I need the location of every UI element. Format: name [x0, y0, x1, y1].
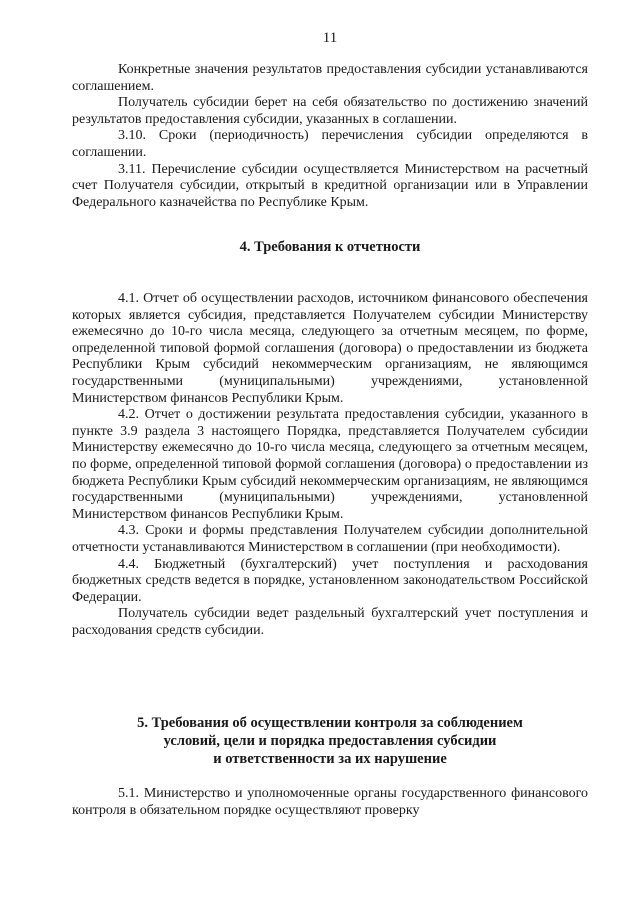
section-4-heading [72, 238, 588, 256]
page-number: 11 [322, 30, 338, 46]
section-5-heading [72, 714, 588, 768]
paragraph-4-3: 4.3. Сроки и формы представления Получателем субсидии дополнительной отчетности устанавливаются Министерством в соглашении (при необходимости). [72, 523, 588, 555]
paragraph-recipient-obligation: Получатель субсидии берет на себя обязательство по достижению значений результатов предоставления субсидии, указанных в соглашении. [72, 95, 588, 127]
paragraph-5-1: 5.1. Министерство и уполномоченные органы государственного финансового контроля в обязательном порядке осуществляют проверку [72, 786, 588, 818]
section-5-title-line-3: и ответственности за их нарушение [213, 751, 447, 767]
section-5-title-line-2: условий, цели и порядка предоставления субсидии [163, 733, 497, 749]
paragraph-3-10: 3.10. Сроки (периодичность) перечисления субсидии определяются в соглашении. [72, 128, 588, 160]
section-5-title-line-1: 5. Требования об осуществлении контроля за соблюдением [137, 715, 523, 731]
paragraph-separate-accounting: Получатель субсидии ведет раздельный бухгалтерский учет поступления и расходования средств субсидии. [72, 606, 588, 638]
paragraph-3-11: 3.11. Перечисление субсидии осуществляется Министерством на расчетный счет Получателя субсидии, открытый в кредитной организации или в Управлении Федерального казначейства по Республике Крым. [72, 161, 588, 210]
paragraph-4-1: 4.1. Отчет об осуществлении расходов, источником финансового обеспечения которых является субсидия, представляется Получателем субсидии Министерству ежемесячно до 10-го числа месяца, следующего за отчетным месяцем, по форме, определенной типовой формой соглашения (договора) о предоставлении из бюджета Республики Крым субсидий некоммерческим организациям, не являющимся государственными (муниципальными) учреждениями, установленной Министерством финансов Республики Крым. [72, 291, 588, 406]
paragraph-4-2: 4.2. Отчет о достижении результата предоставления субсидии, указанного в пункте 3.9 раздела 3 настоящего Порядка, представляется Получателем субсидии Министерству ежемесячно до 10-го числа месяца, следующего за отчетным месяцем, по форме, определенной типовой формой соглашения (договора) о предоставлении из бюджета Республики Крым субсидий некоммерческим организациям, не являющимся государственными (муниципальными) учреждениями, установленной Министерством финансов Республики Крым. [72, 407, 588, 522]
paragraph-block-results [72, 62, 588, 211]
paragraph-block-reporting [72, 291, 588, 639]
paragraph-results-values: Конкретные значения результатов предоставления субсидии устанавливаются соглашением. [72, 62, 588, 94]
paragraph-block-control [72, 786, 588, 819]
paragraph-4-4: 4.4. Бюджетный (бухгалтерский) учет поступления и расходования бюджетных средств ведется в порядке, установленном законодательством Российской Федерации. [72, 556, 588, 605]
section-4-title: 4. Требования к отчетности [239, 239, 421, 255]
